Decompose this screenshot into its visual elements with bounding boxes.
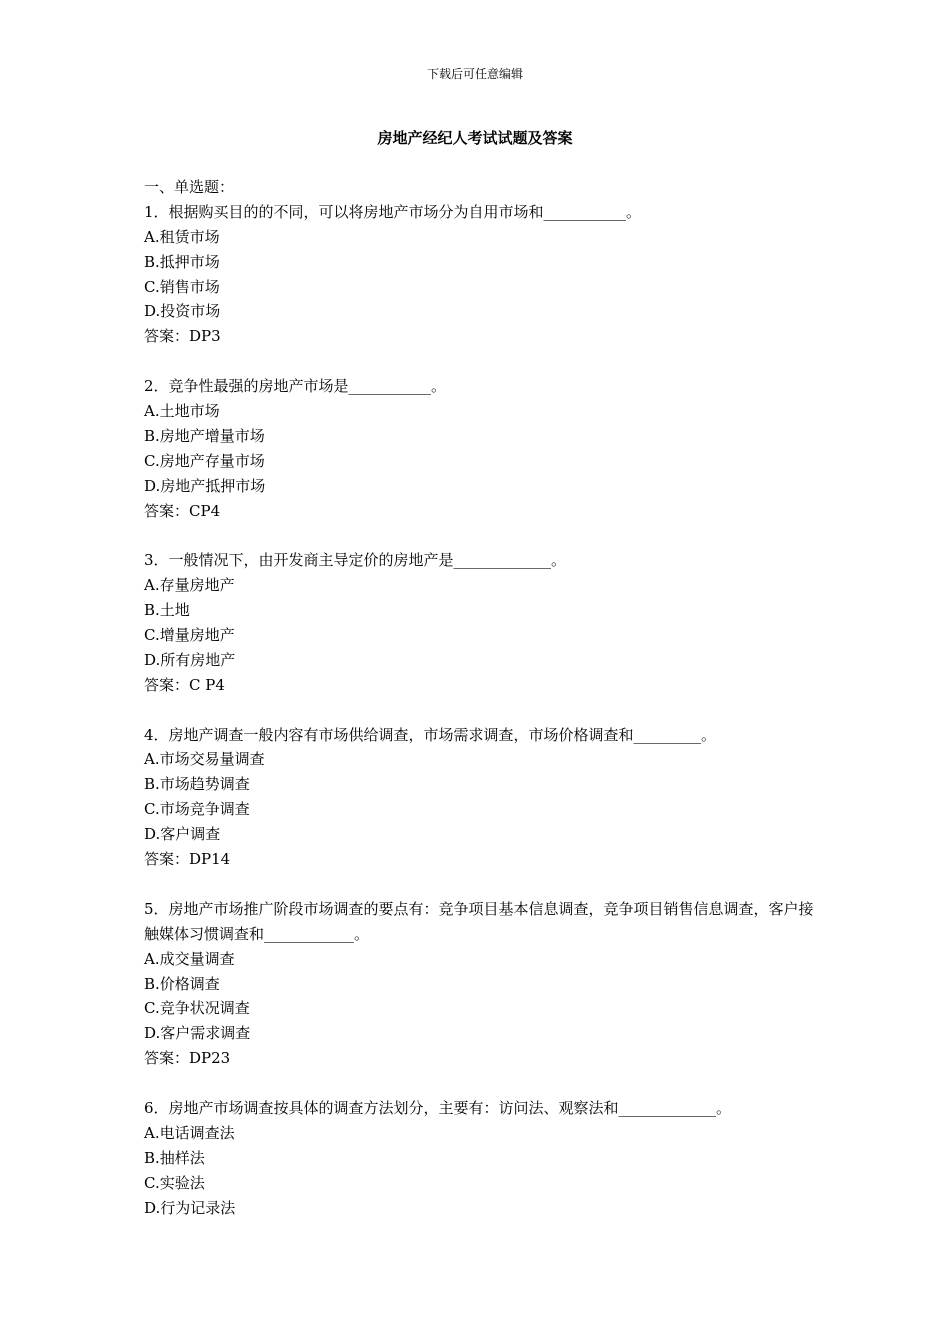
question-stem: 1．根据购买目的的不同，可以将房地产市场分为自用市场和___________。 bbox=[144, 202, 642, 221]
option-a: A.电话调查法 bbox=[144, 1123, 235, 1142]
answer-line: 答案：DP23 bbox=[144, 1049, 231, 1068]
header-note: 下载后可任意编辑 bbox=[426, 67, 523, 81]
question-1 bbox=[144, 200, 814, 349]
question-stem: 5．房地产市场推广阶段市场调查的要点有：竞争项目基本信息调查，竞争项目销售信息调查，客户接触媒体习惯调查和____________。 bbox=[144, 899, 814, 943]
option-b: B.房地产增量市场 bbox=[144, 426, 265, 445]
option-b: B.价格调查 bbox=[144, 974, 220, 993]
section-heading: 一、单选题： bbox=[144, 178, 235, 196]
question-stem: 3．一般情况下，由开发商主导定价的房地产是_____________。 bbox=[144, 551, 567, 570]
answer-line: 答案：CP4 bbox=[144, 501, 221, 520]
option-a: A.土地市场 bbox=[144, 402, 220, 421]
spacer bbox=[144, 698, 814, 723]
option-c: C.市场竞争调查 bbox=[144, 800, 250, 819]
option-d: D.房地产抵押市场 bbox=[144, 476, 266, 495]
question-4 bbox=[144, 723, 814, 872]
answer-line: 答案：C P4 bbox=[144, 675, 225, 694]
option-b: B.抽样法 bbox=[144, 1148, 205, 1167]
option-d: D.行为记录法 bbox=[144, 1198, 236, 1217]
question-2 bbox=[144, 374, 814, 523]
option-c: C.房地产存量市场 bbox=[144, 451, 265, 470]
question-stem: 2．竞争性最强的房地产市场是___________。 bbox=[144, 377, 447, 396]
spacer bbox=[144, 349, 814, 374]
spacer bbox=[144, 872, 814, 897]
question-3 bbox=[144, 548, 814, 697]
question-stem: 4．房地产调查一般内容有市场供给调查，市场需求调查，市场价格调查和_________。 bbox=[144, 725, 717, 744]
document-body bbox=[144, 175, 814, 1220]
option-b: B.抵押市场 bbox=[144, 252, 220, 271]
option-c: C.竞争状况调查 bbox=[144, 999, 250, 1018]
option-c: C.实验法 bbox=[144, 1173, 205, 1192]
spacer bbox=[144, 523, 814, 548]
option-a: A.存量房地产 bbox=[144, 576, 235, 595]
option-d: D.客户需求调查 bbox=[144, 1024, 251, 1043]
option-d: D.所有房地产 bbox=[144, 650, 236, 669]
option-c: C.销售市场 bbox=[144, 277, 220, 296]
answer-line: 答案：DP3 bbox=[144, 327, 221, 346]
option-b: B.土地 bbox=[144, 601, 190, 620]
question-stem: 6．房地产市场调查按具体的调查方法划分，主要有：访问法、观察法和_____________。 bbox=[144, 1098, 732, 1117]
option-a: A.租赁市场 bbox=[144, 227, 220, 246]
option-d: D.客户调查 bbox=[144, 825, 221, 844]
question-6 bbox=[144, 1096, 814, 1220]
answer-line: 答案：DP14 bbox=[144, 850, 231, 869]
option-b: B.市场趋势调查 bbox=[144, 775, 250, 794]
question-5 bbox=[144, 897, 814, 1071]
option-d: D.投资市场 bbox=[144, 302, 221, 321]
option-c: C.增量房地产 bbox=[144, 626, 235, 645]
option-a: A.市场交易量调查 bbox=[144, 750, 265, 769]
option-a: A.成交量调查 bbox=[144, 949, 235, 968]
document-title: 房地产经纪人考试试题及答案 bbox=[377, 129, 573, 147]
spacer bbox=[144, 1071, 814, 1096]
